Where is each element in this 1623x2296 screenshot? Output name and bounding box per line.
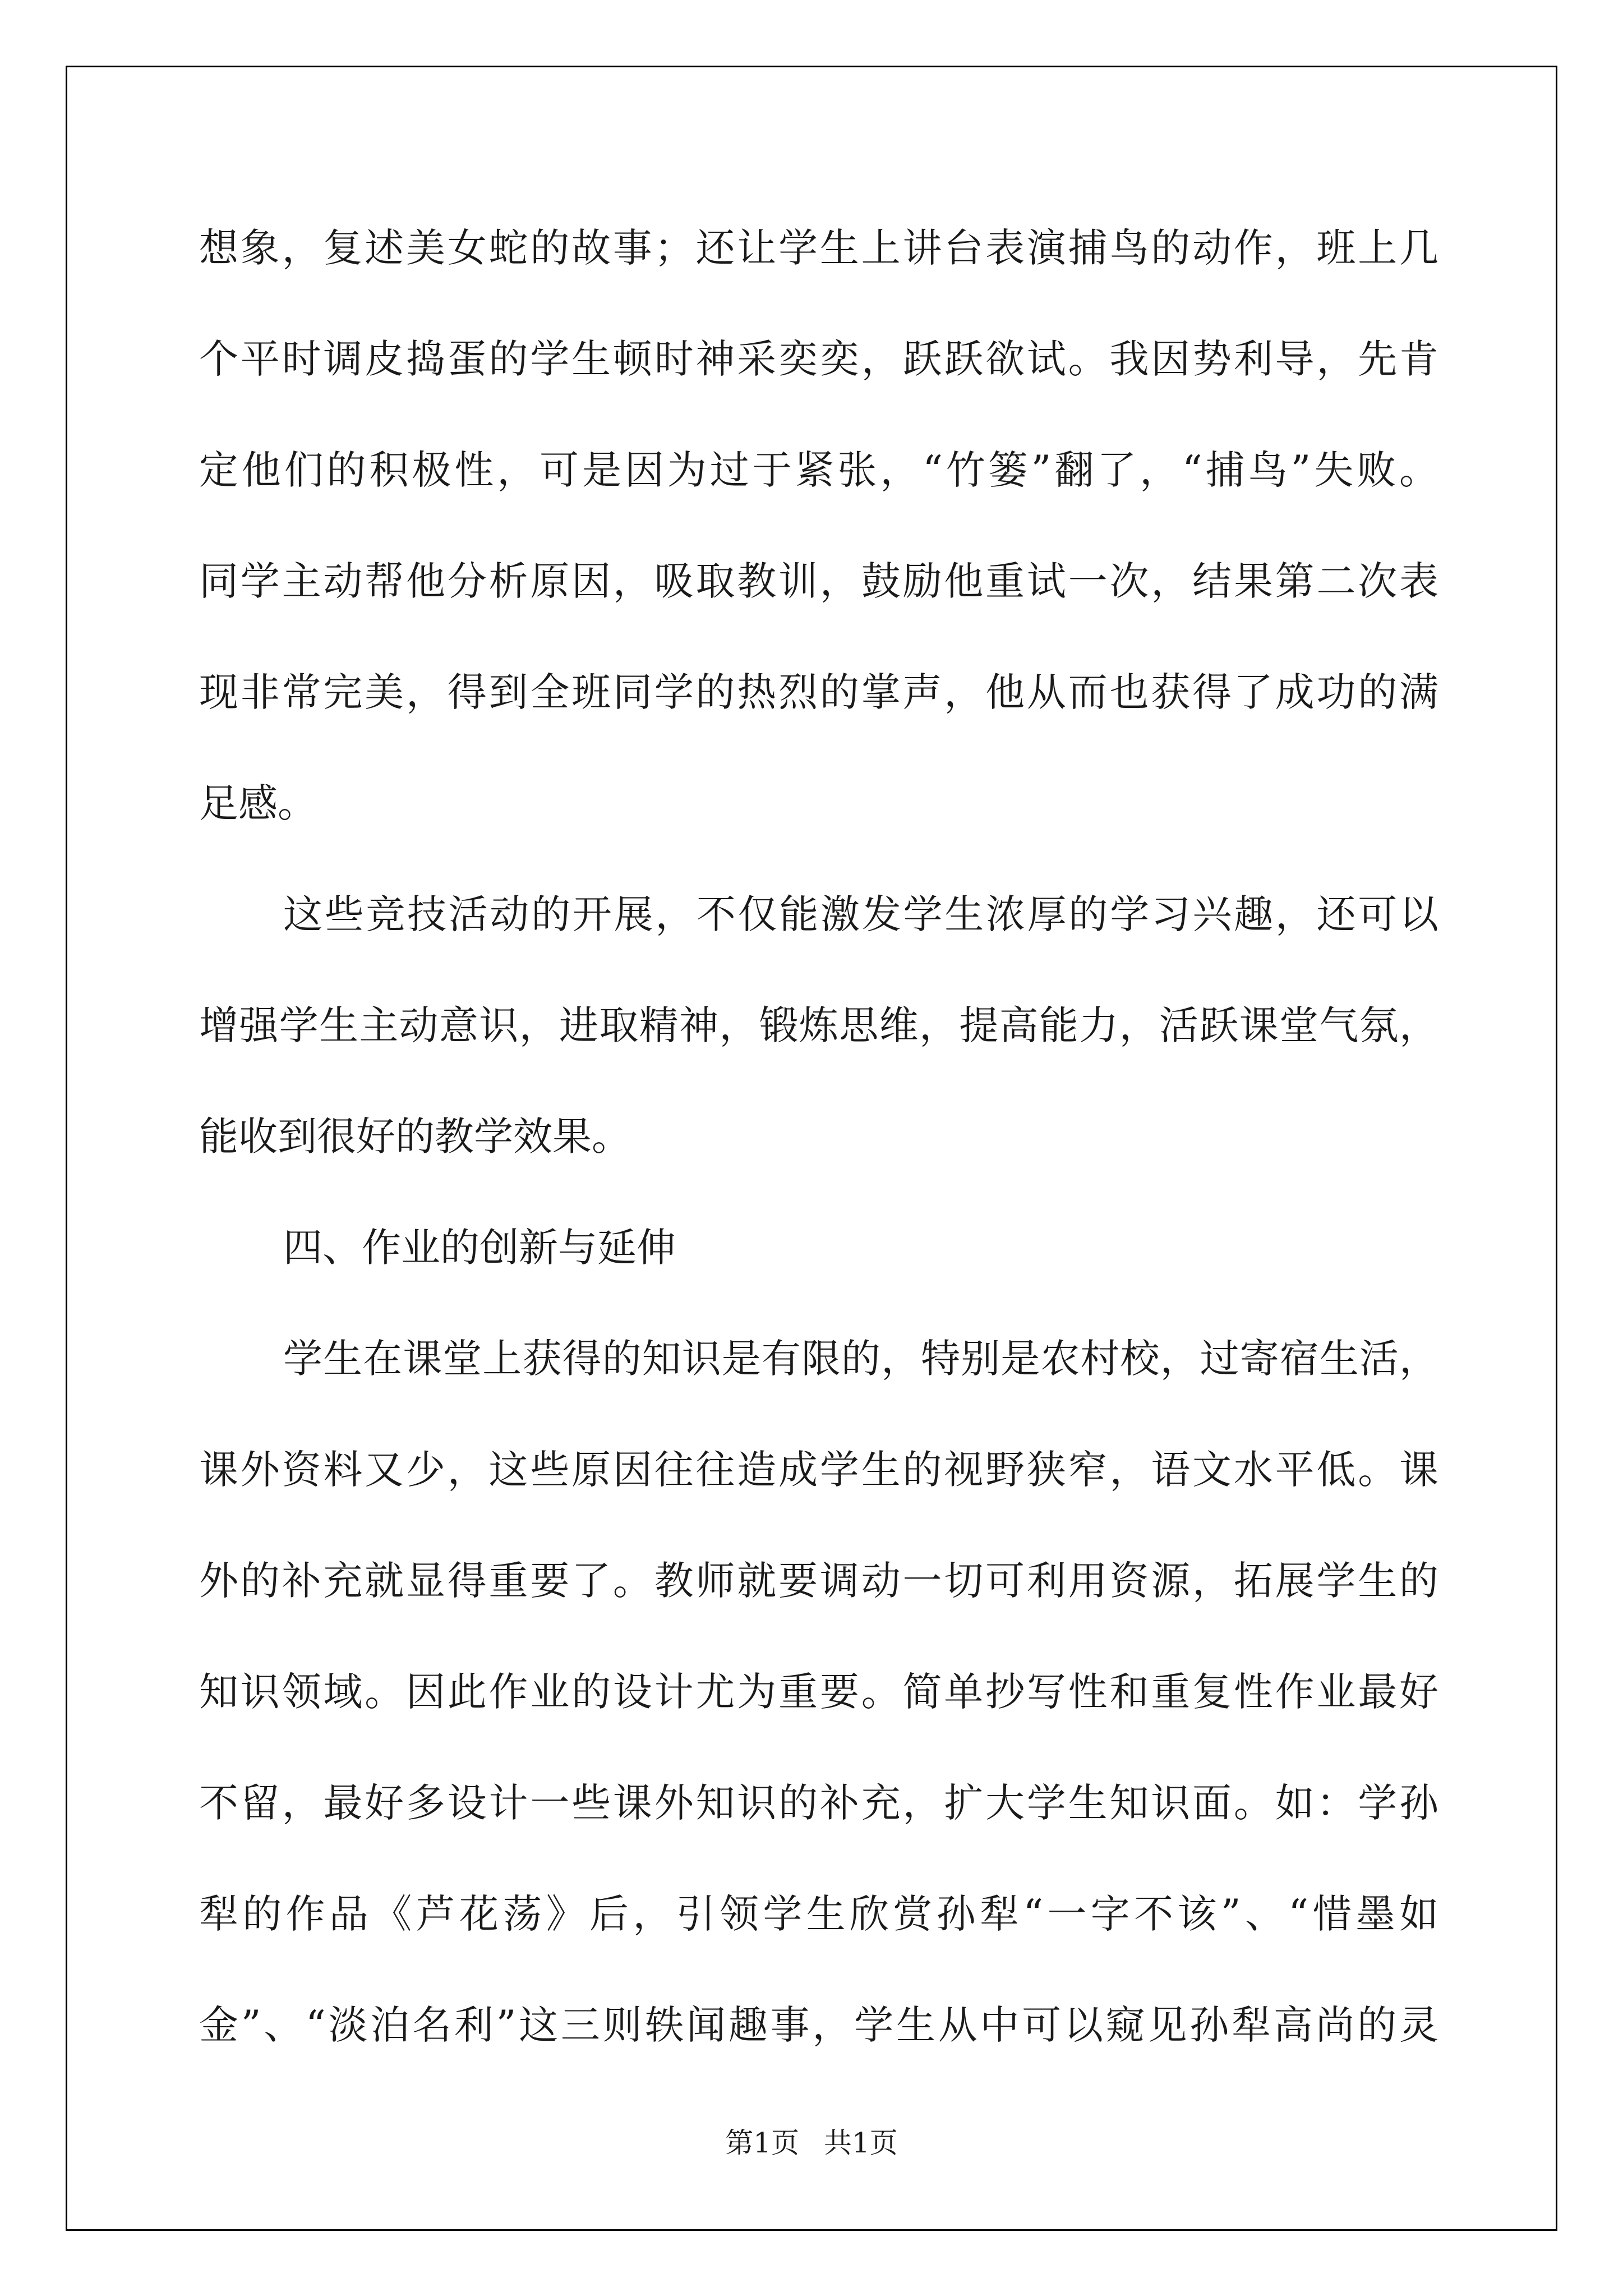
text-line: 能收到很好的教学效果。 [199, 1114, 631, 1159]
text-line: 这些竞技活动的开展，不仅能激发学生浓厚的学习兴趣，还可以 [283, 891, 1438, 937]
text-line: 现非常完美，得到全班同学的热烈的掌声，他从而也获得了成功的满 [199, 669, 1438, 715]
text-line: 不留，最好多设计一些课外知识的补充，扩大学生知识面。如：学孙 [199, 1780, 1438, 1826]
document-body [199, 214, 1438, 2102]
text-line: 想象，复述美女蛇的故事；还让学生上讲台表演捕鸟的动作，班上几 [199, 225, 1438, 271]
text-line: 知识领域。因此作业的设计尤为重要。简单抄写性和重复性作业最好 [199, 1669, 1438, 1715]
text-line: 学生在课堂上获得的知识是有限的，特别是农村校，过寄宿生活， [283, 1336, 1438, 1382]
text-line: 金”、“淡泊名利”这三则轶闻趣事，学生从中可以窥见孙犁高尚的灵 [199, 2002, 1438, 2048]
page-number: 第1页 [725, 2127, 800, 2159]
text-line: 个平时调皮捣蛋的学生顿时神采奕奕，跃跃欲试。我因势利导，先肯 [199, 336, 1438, 382]
text-line: 四、作业的创新与延伸 [283, 1225, 676, 1271]
text-line: 增强学生主动意识，进取精神，锻炼思维，提高能力，活跃课堂气氛， [199, 1002, 1438, 1048]
text-line: 足感。 [199, 780, 317, 826]
page-footer [0, 2126, 1623, 2160]
text-line: 课外资料又少，这些原因往往造成学生的视野狭窄，语文水平低。课 [199, 1447, 1438, 1493]
text-line: 同学主动帮他分析原因，吸取教训，鼓励他重试一次，结果第二次表 [199, 558, 1438, 604]
text-line: 犁的作品《芦花荡》后，引领学生欣赏孙犁“一字不该”、“惜墨如 [199, 1891, 1438, 1937]
text-line: 外的补充就显得重要了。教师就要调动一切可利用资源，拓展学生的 [199, 1558, 1438, 1604]
page-total: 共1页 [823, 2127, 898, 2159]
text-line: 定他们的积极性，可是因为过于紧张，“竹篓”翻了，“捕鸟”失败。 [199, 447, 1438, 493]
